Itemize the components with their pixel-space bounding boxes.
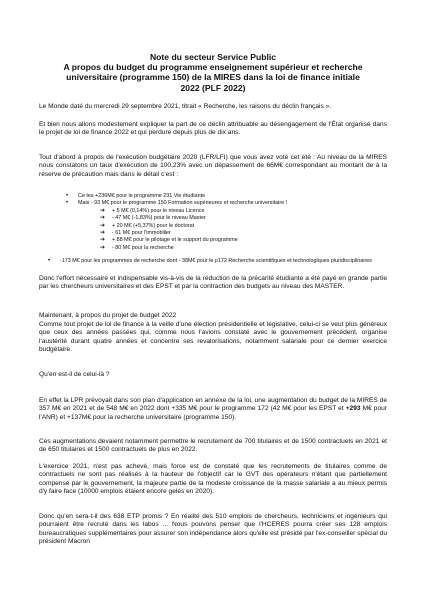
paragraph-projet-2022-heading: Maintenant, à propos du projet de budget 2022: [39, 312, 177, 319]
sub-bullet-list: [78, 208, 386, 252]
bullet-item-vie-etudiante: • Ce tes +236M€ pour le programme 231 Vie étudiante: [66, 193, 206, 199]
bullet-dot-icon: •: [66, 193, 69, 199]
title-line-3: universitaire (programme 150) de la MIRES dans la loi de finance initiale: [66, 72, 360, 83]
arrow-right-icon: ➔: [100, 244, 106, 251]
paragraph-desengagement: Et bien nous allons modestement expliquer la part de ce déclin attribuable au désengagement de l'État organisé dans le projet de loi de finance 2022 et qui perdure depuis plus de dix ans.: [39, 121, 387, 137]
sub-item-pilotage: ➔ + 88 M€ pour le pilotage et le support du programme: [100, 237, 238, 244]
paragraph-effort-precarite: Donc l'effort nécessaire et indispensable vis-à-vis de la réduction de la précarité étudiante a été payé en grande partie par les chercheurs universitaires et des EPST et par la contraction des budgets au niveau des MASTER.: [39, 275, 387, 291]
title-line-2: A propos du budget du programme enseignement supérieur et recherche: [63, 62, 363, 73]
bullet-dot-icon: •: [48, 258, 51, 264]
arrow-right-icon: ➔: [100, 215, 106, 222]
paragraph-projet-loi: Comme tout projet de loi de finance à la veille d'une élection présidentielle et législative, celui-ci se veut plus généreux que ceux des années passées qui, comme nous l'avions constaté avec le gouvernement précédent, organise l'austérité durant quatre années et concentre ses revalorisations, notamment salariale pour ce dernier exercice budgétaire.: [39, 321, 387, 354]
arrow-right-icon: ➔: [100, 230, 106, 237]
paragraph-exercice-2021: L'exercice 2021, n'est pas achevé, mais force est de constaté que les recrutements de titulaires comme de contractuels ne sont pas réalisés à la hauteur de l'objectif car le GVT des opérateurs n'étant que partiellement compensé par le gouvernement, la majeure partie de la modeste croissance de la masse salariale a au mieux permis d'y faire face (10000 emplois étaient encore gelés en 2020).: [39, 463, 387, 496]
title-line-1: Note du secteur Service Public: [149, 52, 277, 62]
bullet-item-programme-150: • Mais - 93 M€ pour le programme 150 Formation supérieures et recherche universitaire ! ➔ + 5 M€ (0,14%) pour le niveau Licence ➔ - 47 M€ (-1,83%) pour le niveau Master ➔ + 20 M€ (+5,37%) pour le doctorat ➔ - 61 M€ pour l'immobilier ➔ + 88 M€ pour le pilotage et le support du programme ➔ - 80 M€ pour la recherche: [66, 200, 386, 252]
paragraph-question: Qu'en est-il de celui-là ?: [39, 371, 110, 378]
bullet-dot-icon: •: [66, 200, 69, 207]
paragraph-lpr: En effet la LPR prévoyait dans son plan d'application en annexe de la loi, une augmentation du budget de la MIRES de 357 M€ en 2021 et de 548 M€ en 2022 dont +335 M€ pour le programme 172 (42 M€ pour les EPST et +293 M€ pour l'ANR) et +137M€ pour la recherche universitaire (programme 150).: [39, 397, 387, 421]
paragraph-execution-2020: Tout d'abord à propos de l'exécution budgétaire 2020 (LFR/LFI) que vous avez voté cet été : Au niveau de la MIRES nous constatons un taux d'exécution de 100,23% avec un dépassement de 66M€ correspondant au montant de à la réserve de précaution mais dans le détail c'est :: [39, 154, 387, 178]
sub-item-recherche: ➔ - 80 M€ pour la recherche: [100, 244, 174, 251]
sub-item-licence: ➔ + 5 M€ (0,14%) pour le niveau Licence: [100, 207, 205, 214]
document-title: [40, 52, 386, 93]
budget-bullet-list-2: [48, 258, 386, 265]
title-line-4: 2022 (PLF 2022): [180, 82, 246, 93]
arrow-right-icon: ➔: [100, 222, 106, 229]
paragraph-le-monde: Le Monde daté du mercredi 29 septembre 2021, titrait « Recherche, les raisons du déclin français ».: [39, 103, 332, 110]
sub-item-master: ➔ - 47 M€ (-1,83%) pour le niveau Master: [100, 215, 206, 222]
sub-item-doctorat: ➔ + 20 M€ (+5,37%) pour le doctorat: [100, 222, 195, 229]
budget-bullet-list: [66, 193, 386, 252]
paragraph-etp-promis: Donc qu'en sera-t-il des 638 ETP promis ? En réalité des 510 emplois de chercheurs, techniciens et ingénieurs qui pourraient être recruté dans les labos ... Nous pouvons penser que l'HCERES pourra créer ses 128 emplois bureaucratiques supplémentaires pour assurer son indépendance alors qu'elle est présidé par l'ex-conseiller spécial du président Macron: [39, 513, 387, 546]
bullet-item-programmes-recherche: • -173 M€ pour les programmes de recherche dont - 38M€ pour le p172 Recherche scientifiques et technologiques pluridisciplinaires: [48, 258, 372, 264]
arrow-right-icon: ➔: [100, 207, 106, 214]
paragraph-recrutement: Ces augmentations devaient notamment permettre le recrutement de 700 titulaires et de 1500 contractuels en 2021 et de 650 titulaires et 1500 contractuels de plus en 2022.: [39, 438, 387, 454]
sub-item-immobilier: ➔ - 61 M€ pour l'immobilier: [100, 230, 171, 237]
arrow-right-icon: ➔: [100, 237, 106, 244]
